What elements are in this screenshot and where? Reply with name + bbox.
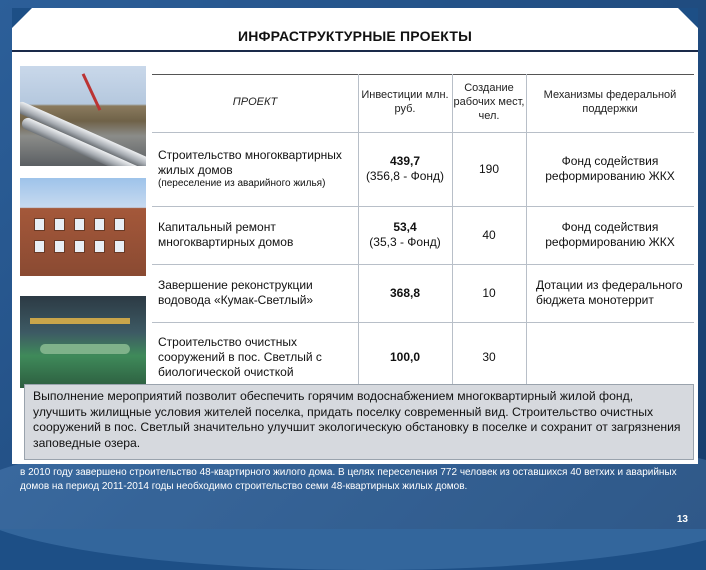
jobs-value: 190: [478, 161, 500, 176]
project-name: Завершение реконструкции водовода «Кумак-Светлый»: [158, 278, 314, 307]
table-row-project: [158, 132, 354, 206]
pipeline-photo: [20, 66, 146, 166]
treatment-facility-photo: [20, 296, 146, 388]
investment-value: 100,0: [389, 349, 421, 364]
apartment-building-photo: [20, 178, 146, 276]
mechanism-value: Фонд содействия реформированию ЖКХ: [545, 220, 675, 249]
investment-cell: [358, 132, 452, 206]
corner-decoration-left: [12, 8, 32, 28]
project-note: (переселение из аварийного жилья): [158, 177, 326, 189]
project-name: Капитальный ремонт многоквартирных домов: [158, 220, 294, 249]
header-mechanisms: Механизмы федеральной поддержки: [543, 89, 677, 115]
summary-box: [24, 384, 694, 460]
jobs-value: 30: [482, 349, 496, 364]
mechanism-value: Дотации из федерального бюджета монотеррит: [536, 278, 683, 307]
investment-value: 368,8: [389, 285, 421, 300]
footnote: в 2010 году завершено строительство 48-квартирного жилого дома. В целях переселения 772 человек из оставшихся 40 ветхих и аварийных домов на период 2011-2014 годы необходимо строительство семи 48-квартирных жилых домов.: [20, 467, 677, 492]
investment-value: 439,7: [389, 154, 421, 168]
title-divider: [12, 50, 698, 52]
summary-text: Выполнение мероприятий позволит обеспечить горячим водоснабжением многоквартирный жилой фонд, улучшить жилищные условия жителей поселка, придать поселку современный вид. Строительство очистных сооружений в пос. Светлый значительно улучшит экологическую обстановку в поселке и сохранит от загрязнения заповедные озера.: [33, 389, 681, 450]
investment-value: 53,4: [393, 220, 417, 234]
jobs-value: 10: [482, 285, 496, 300]
mechanism-value: Фонд содействия реформированию ЖКХ: [545, 154, 675, 183]
projects-table: [152, 74, 694, 392]
corner-decoration-right: [678, 8, 698, 28]
project-name: Строительство многоквартирных жилых домов: [158, 147, 342, 177]
project-name: Строительство очистных сооружений в пос. Светлый с биологической очисткой: [158, 334, 322, 379]
page-number: 13: [676, 514, 688, 525]
investment-cell: [358, 206, 452, 264]
page-title: ИНФРАСТРУКТУРНЫЕ ПРОЕКТЫ: [237, 28, 473, 44]
mechanism-value: [536, 322, 688, 392]
jobs-value: 40: [482, 227, 496, 242]
header-investment: Инвестиции млн. руб.: [361, 89, 449, 115]
header-jobs: Создание рабочих мест, чел.: [453, 82, 525, 122]
investment-note: (35,3 - Фонд): [369, 235, 441, 249]
investment-note: (356,8 - Фонд): [365, 169, 445, 183]
header-project: ПРОЕКТ: [232, 96, 278, 109]
